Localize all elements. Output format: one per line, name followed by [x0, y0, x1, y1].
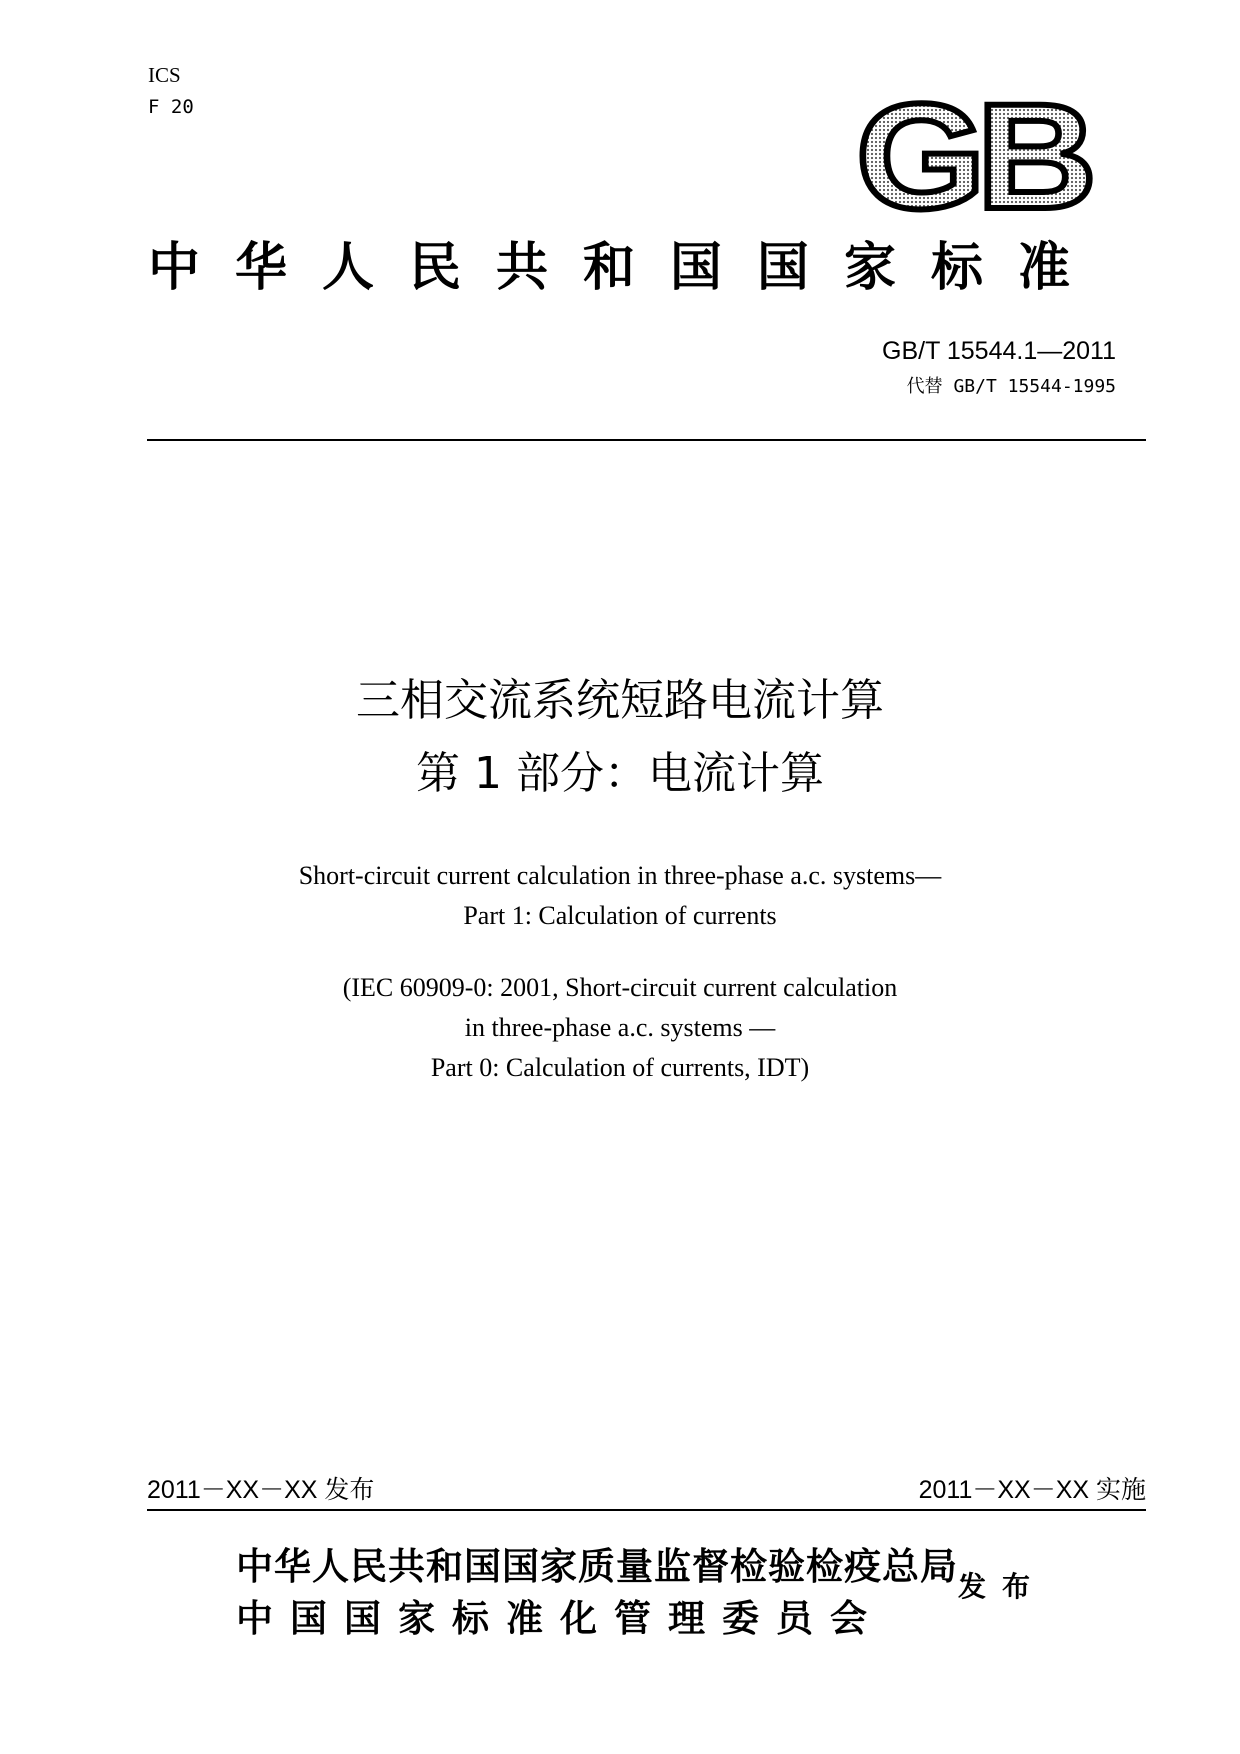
english-title-line-2: Part 1: Calculation of currents: [463, 901, 777, 930]
gb-logo-text: GB: [856, 96, 1090, 224]
issue-date: 2011－XX－XX 发布: [147, 1476, 375, 1504]
implementation-date: 2011－XX－XX 实施: [918, 1476, 1146, 1504]
category-code: F 20: [148, 96, 194, 118]
footer-divider: [147, 1509, 1146, 1511]
issuer-aqsiq: 中华人民共和国国家质量监督检验检疫总局: [236, 1544, 958, 1588]
chinese-title-line-2: 第 1 部分：电流计算: [416, 748, 824, 799]
replaces-standard: 代替 GB/T 15544-1995: [906, 376, 1116, 397]
chinese-title-line-1: 三相交流系统短路电流计算: [356, 675, 884, 726]
publish-label: 发布: [958, 1570, 1047, 1603]
iec-equivalent-line-1: (IEC 60909-0: 2001, Short-circuit current calculation: [342, 973, 898, 1002]
header-divider: [147, 439, 1146, 441]
iec-equivalent-line-3: Part 0: Calculation of currents, IDT): [430, 1053, 810, 1082]
national-standard-title: 中华人民共和国国家标准: [148, 237, 1106, 298]
iec-equivalent-line-2: in three-phase a.c. systems —: [464, 1013, 776, 1042]
issuer-sac: 中国国家标准化管理委员会: [236, 1596, 884, 1640]
english-title-line-1: Short-circuit current calculation in three-phase a.c. systems—: [298, 861, 942, 890]
standard-number: GB/T 15544.1—2011: [882, 337, 1116, 365]
ics-label: ICS: [148, 63, 181, 87]
gb-logo: [850, 96, 1095, 224]
